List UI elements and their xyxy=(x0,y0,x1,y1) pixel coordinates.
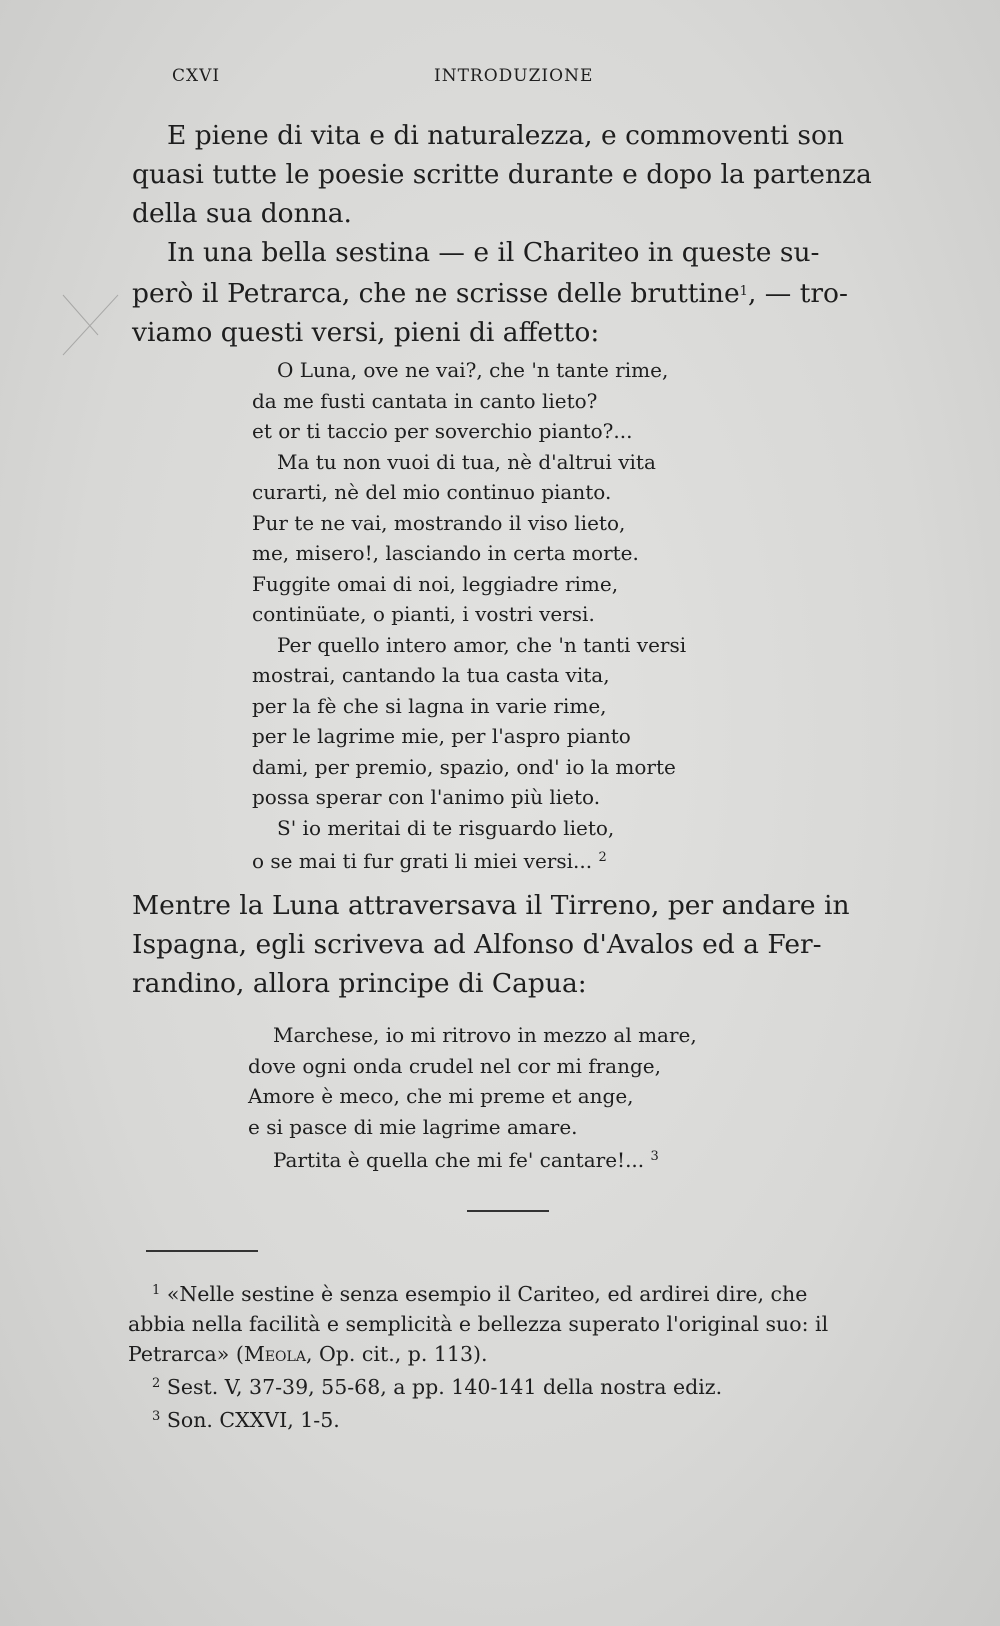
pencil-mark xyxy=(58,290,128,360)
verse-line: dami, per premio, spazio, ond' io la morte xyxy=(252,754,676,779)
footnote-text: Son. CXXVI, 1-5. xyxy=(166,1408,340,1432)
footnote-line xyxy=(128,1369,884,1402)
verse-line: Per quello intero amor, che 'n tanti versi xyxy=(277,632,687,657)
verse-line: Fuggite omai di noi, leggiadre rime, xyxy=(252,571,619,596)
verse-line: Marchese, io mi ritrovo in mezzo al mare, xyxy=(273,1023,697,1047)
verse-text: Partita è quella che mi fe' cantare!... xyxy=(273,1148,645,1172)
footnote-divider xyxy=(146,1250,258,1252)
verse-line: me, misero!, lasciando in certa morte. xyxy=(252,541,639,565)
footnote-1 xyxy=(128,1276,884,1369)
footnote-mark: 2 xyxy=(152,1376,161,1391)
footnote-text: , Op. cit., p. 113). xyxy=(305,1342,488,1366)
footnote-line: abbia nella facilità e semplicità e bellezza superato l'original suo: il xyxy=(128,1312,829,1336)
text-line: In una bella sestina — e il Chariteo in queste su- xyxy=(167,237,820,268)
verse-line: mostrai, cantando la tua casta vita, xyxy=(252,663,610,687)
verse-text: o se mai ti fur grati li miei versi... xyxy=(252,849,593,873)
text-line: Mentre la Luna attraversava il Tirreno, per andare in xyxy=(132,890,850,921)
footnote-ref: 2 xyxy=(598,850,607,865)
footnote-ref: 1 xyxy=(739,284,748,299)
verse-line: continüate, o pianti, i vostri versi. xyxy=(252,602,595,626)
sonnet-excerpt xyxy=(248,1020,697,1176)
text-fragment: però il Petrarca, che ne scrisse delle bruttine xyxy=(132,278,740,309)
verse-line: per la fè che si lagna in varie rime, xyxy=(252,693,607,718)
footnote-author: Meola xyxy=(243,1342,306,1366)
sestina-excerpt xyxy=(252,355,686,877)
verse-line: da me fusti cantata in canto lieto? xyxy=(252,388,598,413)
footnote-line xyxy=(128,1402,884,1435)
text-line: quasi tutte le poesie scritte durante e dopo la partenza xyxy=(132,159,872,190)
footnote-ref: 3 xyxy=(650,1149,659,1164)
paragraph-voyage xyxy=(132,886,892,1003)
verse-line: Amore è meco, che mi preme et ange, xyxy=(248,1084,634,1108)
paragraph-intro xyxy=(132,116,892,352)
footnote-text: Sest. V, 37-39, 55-68, a pp. 140-141 della nostra ediz. xyxy=(166,1375,723,1399)
section-divider xyxy=(467,1210,549,1212)
verse-line: Pur te ne vai, mostrando il viso lieto, xyxy=(252,510,626,535)
verse-line xyxy=(252,843,686,877)
text-line: viamo questi versi, pieni di affetto: xyxy=(132,317,600,348)
page-number: CXVI xyxy=(172,66,221,86)
verse-line: curarti, nè del mio continuo pianto. xyxy=(252,480,612,504)
text-line xyxy=(132,272,892,313)
footnote-mark: 3 xyxy=(152,1409,161,1424)
footnote-mark: 1 xyxy=(152,1283,161,1298)
text-line: E piene di vita e di naturalezza, e commoventi son xyxy=(167,120,844,151)
verse-line: e si pasce di mie lagrime amare. xyxy=(248,1114,578,1139)
footnote-line xyxy=(128,1339,884,1369)
footnote-text: «Nelle sestine è senza esempio il Cariteo, ed ardirei dire, che xyxy=(166,1282,808,1306)
footnotes xyxy=(128,1276,884,1435)
text-line: della sua donna. xyxy=(132,198,352,229)
verse-line: per le lagrime mie, per l'aspro pianto xyxy=(252,724,631,748)
verse-line: et or ti taccio per soverchio pianto?... xyxy=(252,419,633,443)
verse-line: O Luna, ove ne vai?, che 'n tante rime, xyxy=(277,358,669,382)
text-line: Ispagna, egli scriveva ad Alfonso d'Avalos ed a Fer- xyxy=(132,929,822,960)
footnote-text: Petrarca» ( xyxy=(128,1342,244,1366)
verse-line: Ma tu non vuoi di tua, nè d'altrui vita xyxy=(277,449,656,474)
verse-line: S' io meritai di te risguardo lieto, xyxy=(277,815,615,840)
running-title: INTRODUZIONE xyxy=(434,66,594,86)
verse-line: dove ogni onda crudel nel cor mi frange, xyxy=(248,1053,661,1078)
text-line: randino, allora principe di Capua: xyxy=(132,968,587,999)
text-fragment: , — tro- xyxy=(747,278,848,309)
footnote-2 xyxy=(128,1369,884,1402)
footnote-line xyxy=(128,1276,884,1309)
footnote-3 xyxy=(128,1402,884,1435)
verse-line: possa sperar con l'animo più lieto. xyxy=(252,785,601,809)
verse-line xyxy=(248,1142,697,1176)
